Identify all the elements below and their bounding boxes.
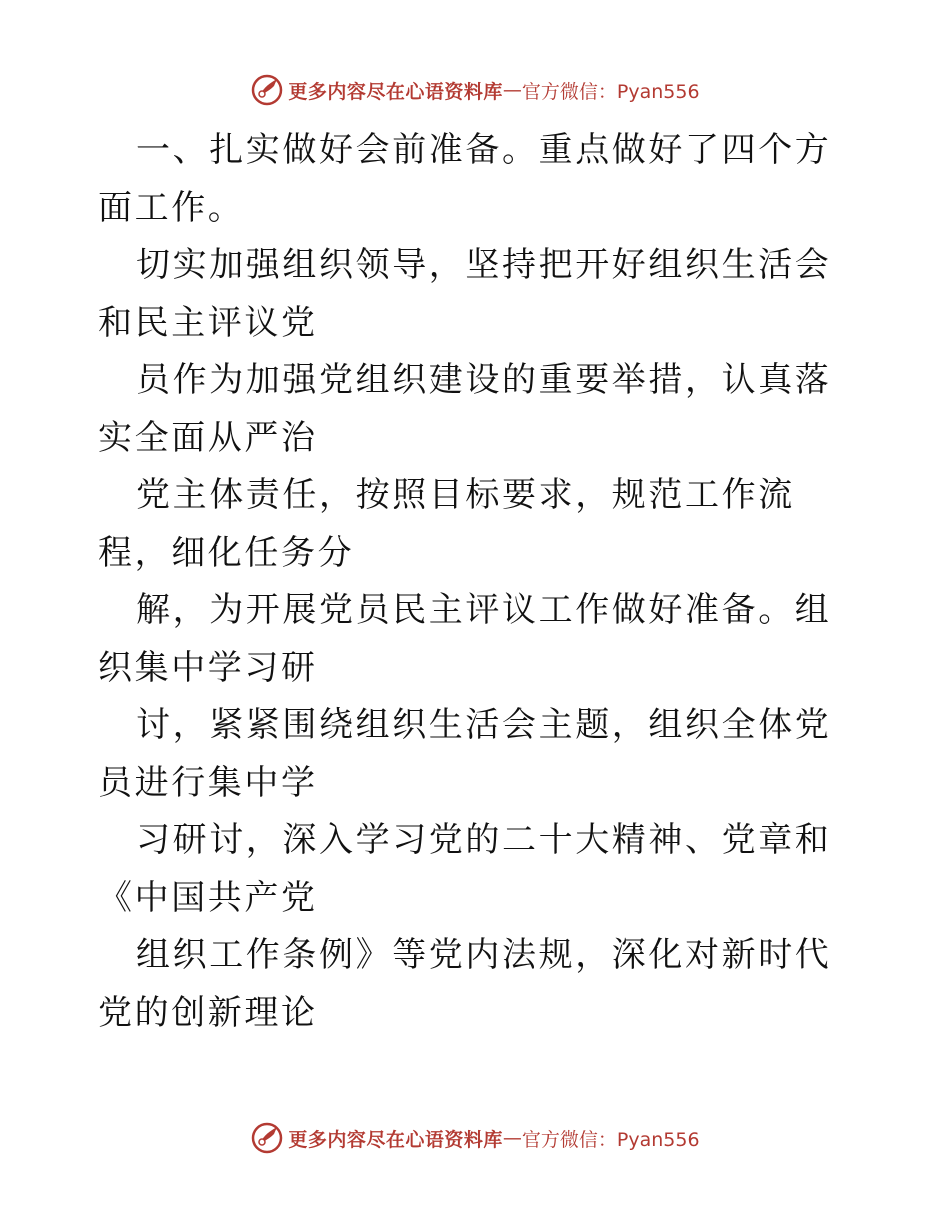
header-banner	[0, 68, 950, 112]
paragraph-3: 员作为加强党组织建设的重要举措，认真落实全面从严治	[98, 360, 832, 458]
header-site-name: 更多内容尽在心语资料库	[288, 80, 503, 103]
header-wechat: 官方微信：Pyan556	[521, 80, 700, 103]
paragraph-2: 切实加强组织领导，坚持把开好组织生活会和民主评议党	[98, 245, 832, 343]
footer-wechat: 官方微信：Pyan556	[521, 1128, 700, 1151]
footer-site-name: 更多内容尽在心语资料库	[288, 1128, 503, 1151]
paragraph-5: 解，为开展党员民主评议工作做好准备。组织集中学习研	[98, 590, 832, 688]
paragraph-4: 党主体责任，按照目标要求，规范工作流程，细化任务分	[98, 475, 795, 573]
pen-logo-icon	[250, 73, 284, 107]
header-dash: —	[502, 79, 522, 101]
paragraph-1: 一、扎实做好会前准备。重点做好了四个方面工作。	[98, 130, 832, 228]
pen-logo-icon	[250, 1121, 284, 1155]
footer-dash: —	[502, 1127, 522, 1149]
footer-banner	[0, 1116, 950, 1160]
paragraph-7: 习研讨，深入学习党的二十大精神、党章和《中国共产党	[98, 820, 832, 918]
document-body	[98, 122, 858, 1042]
paragraph-8: 组织工作条例》等党内法规，深化对新时代党的创新理论	[98, 935, 832, 1033]
paragraph-6: 讨，紧紧围绕组织生活会主题，组织全体党员进行集中学	[98, 705, 832, 803]
